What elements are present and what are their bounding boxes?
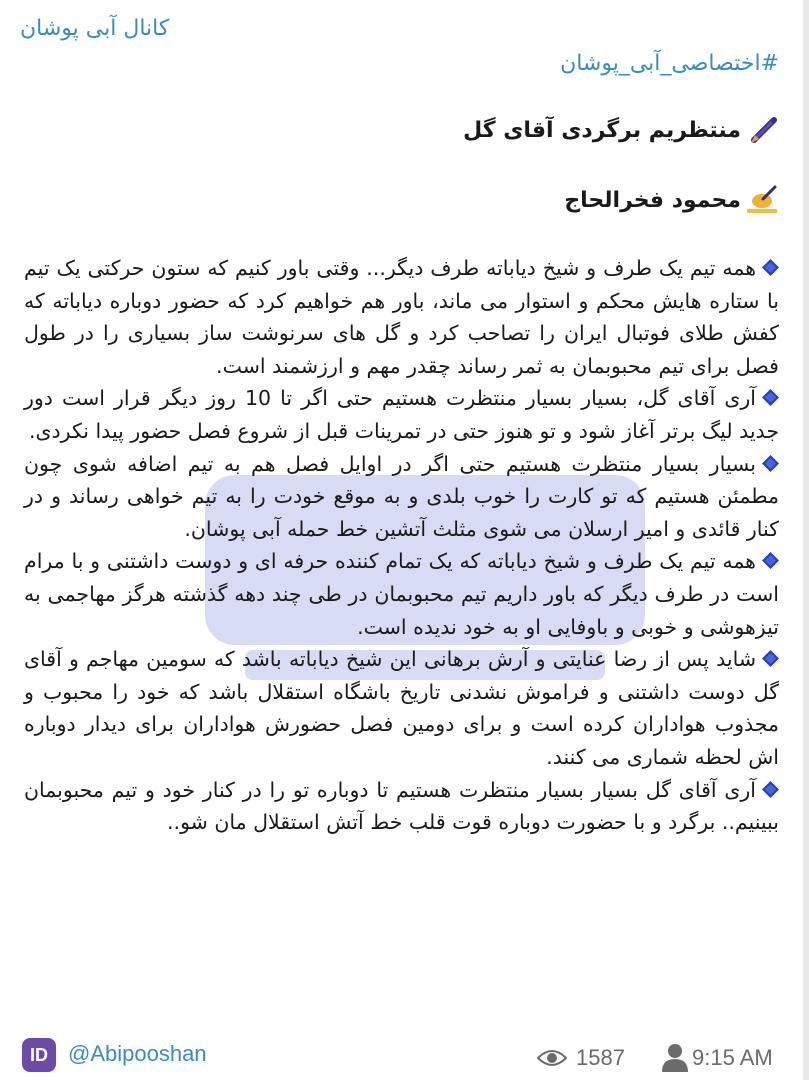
blue-diamond-icon (762, 253, 779, 270)
paragraph: آری آقای گل بسیار بسیار منتظرت هستیم تا دوباره تو را در کنار خود و تیم محبوبمان ببینیم.. برگرد و با حضورت دوباره قوت قلب خط آتش استقلال مان شو.. (24, 774, 779, 839)
id-badge-icon: ID (22, 1038, 56, 1072)
view-count: 1587 (576, 1045, 625, 1070)
message-footer (0, 1038, 809, 1078)
eye-icon (537, 1048, 567, 1068)
scrollbar-track[interactable] (803, 0, 809, 1080)
pen-icon (749, 115, 779, 145)
writing-hand-icon (749, 185, 779, 215)
hashtag-link[interactable]: #اختصاصی_آبی_پوشان (560, 51, 779, 76)
headline-primary-text: منتظریم برگردی آقای گل (463, 117, 741, 143)
blue-diamond-icon (762, 644, 779, 661)
blue-diamond-icon (762, 383, 779, 400)
timestamp: 9:15 AM (692, 1045, 773, 1070)
message-body (24, 252, 779, 839)
author-name: محمود فخرالحاج (564, 187, 741, 213)
blue-diamond-icon (762, 546, 779, 563)
paragraph: آری آقای گل، بسیار بسیار منتظرت هستیم حتی اگر تا 10 روز دیگر قرار است دور جدید لیگ برتر آغاز شود و تو هنوز حتی در تمرینات قبل از شروع فصل حضور پیدا نکردی. (24, 382, 779, 447)
channel-name[interactable]: کانال آبی پوشان (20, 16, 170, 41)
channel-handle-link[interactable]: @Abipooshan (68, 1041, 207, 1066)
blue-diamond-icon (762, 449, 779, 466)
paragraph: همه تیم یک طرف و شیخ دیاباته طرف دیگر... وقتی باور کنیم که ستون حرکتی یک تیم با ستاره هایش محکم و استوار می ماند، باور هم خواهیم کرد که حضور دوباره دیاباته که کفش طلای فوتبال ایران را تصاحب کرد و گل های سرنوشت ساز بسیاری را در طول فصل برای تیم محبوبمان به ثمر رساند چقدر مهم و ارزشمند است. (24, 252, 779, 382)
headline-author (564, 185, 779, 215)
blue-diamond-icon (762, 775, 779, 792)
paragraph: شاید پس از رضا عنایتی و آرش برهانی این شیخ دیاباته باشد که سومین مهاجم و آقای گل دوست داشتنی و فراموش نشدنی تاریخ باشگاه استقلال باشد که خود را محبوب و مجذوب هواداران کرده است و برای دومین فصل حضورش هواداران برای دیدار دوباره اش لحظه شماری می کنند. (24, 643, 779, 773)
author-person-icon (661, 1042, 689, 1072)
paragraph: همه تیم یک طرف و شیخ دیاباته که یک تمام کننده حرفه ای و دوست داشتنی و با مرام است در طرف دیگر که باور داریم تیم محبوبمان در طی چند دهه گذشته هرگز مهاجمی به تیزهوشی و خوبی و باوفایی او به خود ندیده است. (24, 545, 779, 643)
paragraph: بسیار بسیار منتظرت هستیم حتی اگر در اوایل فصل هم به تیم اضافه شوی چون مطمئن هستیم که تو کارت را خوب بلدی و به موقع خودت را به تیم خواهی رساند و در کنار قائدی و امیر ارسلان می شوی مثلث آتشین خط حمله آبی پوشان. (24, 448, 779, 546)
headline-primary (463, 115, 779, 145)
